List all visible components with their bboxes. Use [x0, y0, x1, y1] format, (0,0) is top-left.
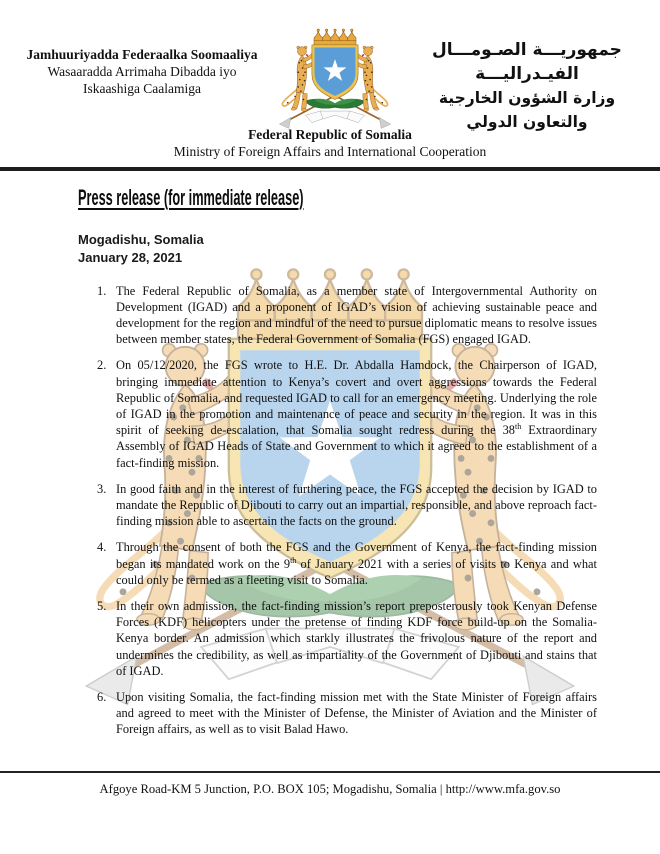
press-release-paragraph [78, 357, 597, 470]
english-subtitle: Ministry of Foreign Affairs and International Cooperation [173, 144, 487, 159]
somalia-coat-of-arms-emblem [272, 26, 398, 131]
somali-title-block [18, 46, 266, 97]
press-release-paragraph [78, 283, 597, 348]
arabic-title-line2: وزارة الشؤون الخارجية [438, 89, 616, 107]
paragraph-number: 2. [97, 358, 107, 373]
arabic-title-line1: جمهوريـــة الصـومـــال الفيـدراليـــة [432, 40, 622, 84]
paragraph-text: Upon visiting Somalia, the fact-finding mission met with the State Minister of Foreign affairs and agreed to meet with the Minister of Defense, the Minister of Aviation and the Minister of Foreign affairs, as well as to visit Balad Hawo. [116, 689, 597, 737]
press-release-paragraph [78, 598, 597, 679]
somali-title-line1: Jamhuuriyadda Federaalka Soomaaliya [26, 47, 258, 62]
dateline-block [78, 231, 597, 267]
document-body [0, 185, 660, 738]
paragraph-text: Through the consent of both the FGS and the Government of Kenya, the fact-finding mission began its mandated work on the 9th of January 2021 with a series of visits to Kenya and what could only be termed as a fleeting visit to Somalia. [116, 540, 597, 587]
page-footer [0, 771, 660, 797]
arabic-title-line3: والتعاون الدولي [466, 113, 588, 131]
press-release-list [78, 283, 597, 738]
dateline-date: January 28, 2021 [78, 249, 183, 265]
paragraph-number: 5. [97, 598, 107, 613]
paragraph-number: 1. [97, 283, 107, 298]
english-title: Federal Republic of Somalia [248, 127, 412, 142]
somali-title-line2: Wasaaradda Arrimaha Dibadda iyo [47, 64, 237, 79]
paragraph-text: In good faith and in the interest of furthering peace, the FGS accepted the decision by IGAD to mandate the Republic of Djibouti to carry out an impartial, responsible, and above reproach fact-finding mission able to ascertain the facts on the ground. [116, 481, 597, 529]
somali-title-line3: Iskaashiga Caalamiga [82, 81, 202, 96]
dateline-place: Mogadishu, Somalia [78, 231, 204, 247]
paragraph-number: 4. [97, 540, 107, 555]
paragraph-text: The Federal Republic of Somalia, as a member state of Intergovernmental Authority on Development (IGAD) and a proponent of IGAD’s vision of achieving sustainable peace and development for the region and mindful of the need to pursue diplomatic means to resolve issues between member states, the Federal Government of Somalia (FGS) engaged IGAD. [116, 283, 597, 347]
press-release-paragraph [78, 689, 597, 738]
letterhead [0, 0, 660, 134]
press-release-heading [78, 185, 597, 211]
paragraph-number: 3. [97, 481, 107, 496]
footer-address: Afgoye Road-KM 5 Junction, P.O. BOX 105; Mogadishu, Somalia | http://www.mfa.gov.so [99, 781, 561, 796]
press-release-paragraph [78, 539, 597, 588]
english-title-block [0, 126, 660, 161]
header-divider-rule [0, 167, 660, 171]
paragraph-text: On 05/12/2020, the FGS wrote to H.E. Dr. Abdalla Hamdock, the Chairperson of IGAD, bringing immediate attention to Kenya’s covert and overt aggressions towards the Federal Republic of Somalia, and requested IGAD to call for an emergency meeting. Underlying the role of IGAD in the promotion and maintenance of peace and security in the region. It was in this spirit of seeking de-escalation, that Somalia sought redress during the 38th Extraordinary Assembly of IGAD Heads of State and Government to which it agreed to the establishment of a fact-finding mission. [116, 358, 598, 470]
paragraph-text: In their own admission, the fact-finding mission’s report preposterously took Kenyan Defense Forces (KDF) helicopters under the pretense of finding KDF force build-up on the Somalia-Kenya border. An admission which starkly illustrates the frivolous nature of the report and undermines the credibility, as well as impartiality of the Government of Djibouti and stains that of IGAD. [116, 598, 597, 678]
paragraph-number: 6. [97, 689, 107, 704]
arabic-title-block [404, 38, 650, 134]
press-release-heading-text: Press release (for immediate release) [78, 184, 304, 210]
press-release-paragraph [78, 481, 597, 530]
footer-divider-rule [0, 771, 660, 773]
